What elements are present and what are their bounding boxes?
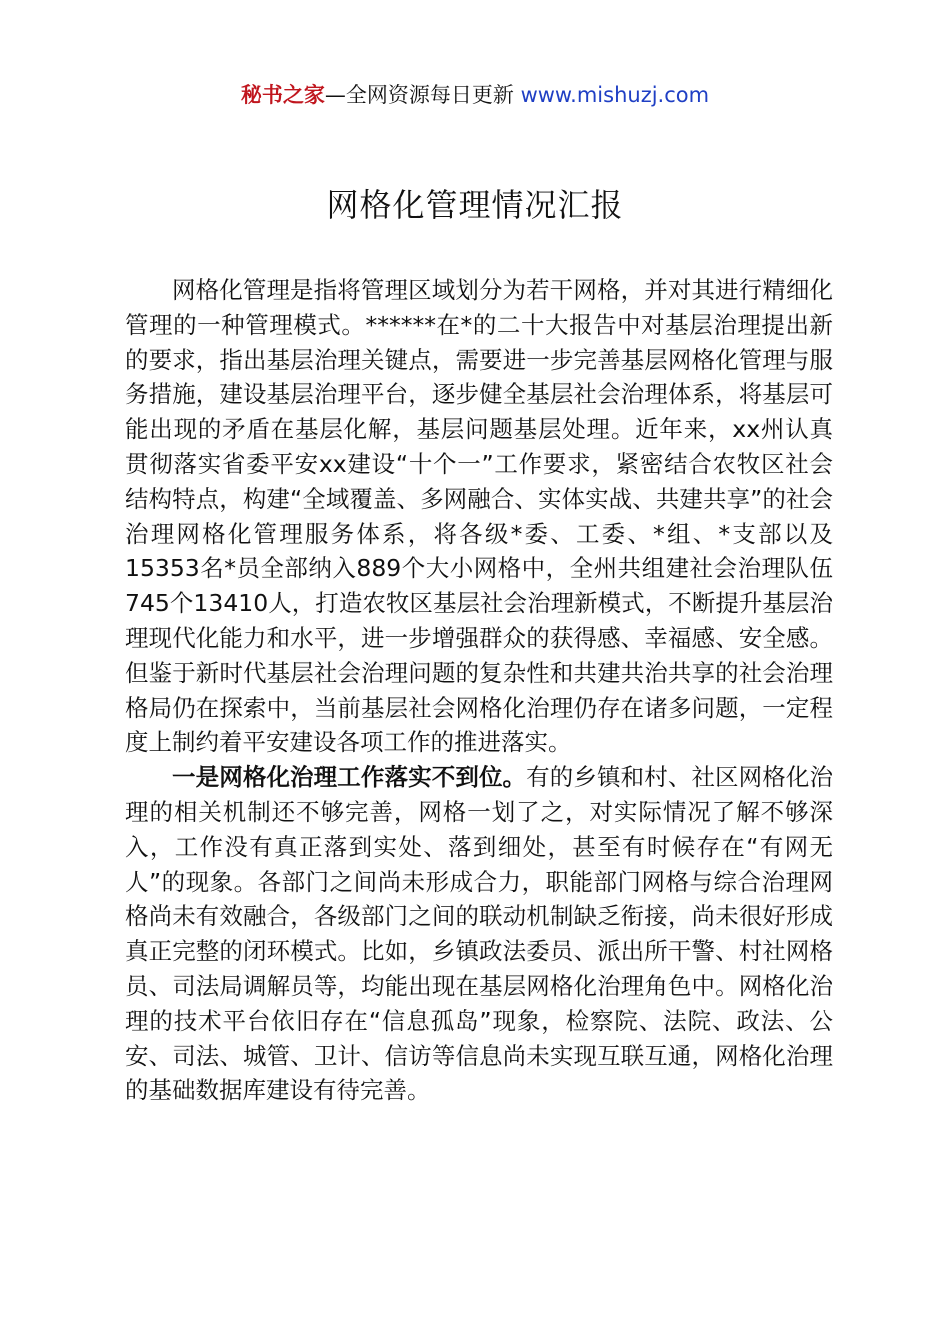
paragraph-intro: 网格化管理是指将管理区域划分为若干网格，并对其进行精细化管理的一种管理模式。******在*的二十大报告中对基层治理提出新的要求，指出基层治理关键点，需要进一步完善基层网格化管理与服务措施，建设基层治理平台，逐步健全基层社会治理体系，将基层可能出现的矛盾在基层化解，基层问题基层处理。近年来，xx州认真贯彻落实省委平安xx建设“十个一”工作要求，紧密结合农牧区社会结构特点，构建“全域覆盖、多网融合、实体实战、共建共享”的社会治理网格化管理服务体系，将各级*委、工委、*组、*支部以及15353名*员全部纳入889个大小网格中，全州共组建社会治理队伍745个13410人，打造农牧区基层社会治理新模式，不断提升基层治理现代化能力和水平，进一步增强群众的获得感、幸福感、安全感。但鉴于新时代基层社会治理问题的复杂性和共建共治共享的社会治理格局仍在探索中，当前基层社会网格化治理仍存在诸多问题，一定程度上制约着平安建设各项工作的推进落实。 xyxy=(125,276,833,757)
paragraph-point-one xyxy=(125,760,833,1108)
site-slogan: —全网资源每日更新 xyxy=(324,83,521,107)
document-body xyxy=(125,273,833,1108)
site-header xyxy=(0,80,950,110)
site-url-link[interactable]: www.mishuzj.com xyxy=(520,83,710,107)
point-one-body: 有的乡镇和村、社区网格化治理的相关机制还不够完善，网格一划了之，对实际情况了解不够深入，工作没有真正落到实处、落到细处，甚至有时候存在“有网无人”的现象。各部门之间尚未形成合力，职能部门网格与综合治理网格尚未有效融合，各级部门之间的联动机制缺乏衔接，尚未很好形成真正完整的闭环模式。比如，乡镇政法委员、派出所干警、村社网格员、司法局调解员等，均能出现在基层网格化治理角色中。网格化治理的技术平台依旧存在“信息孤岛”现象，检察院、法院、政法、公安、司法、城管、卫计、信访等信息尚未实现互联互通，网格化治理的基础数据库建设有待完善。 xyxy=(125,763,834,1105)
point-one-heading: 一是网格化治理工作落实不到位。 xyxy=(172,763,527,792)
site-brand: 秘书之家 xyxy=(240,83,325,107)
document-title: 网格化管理情况汇报 xyxy=(326,186,624,224)
